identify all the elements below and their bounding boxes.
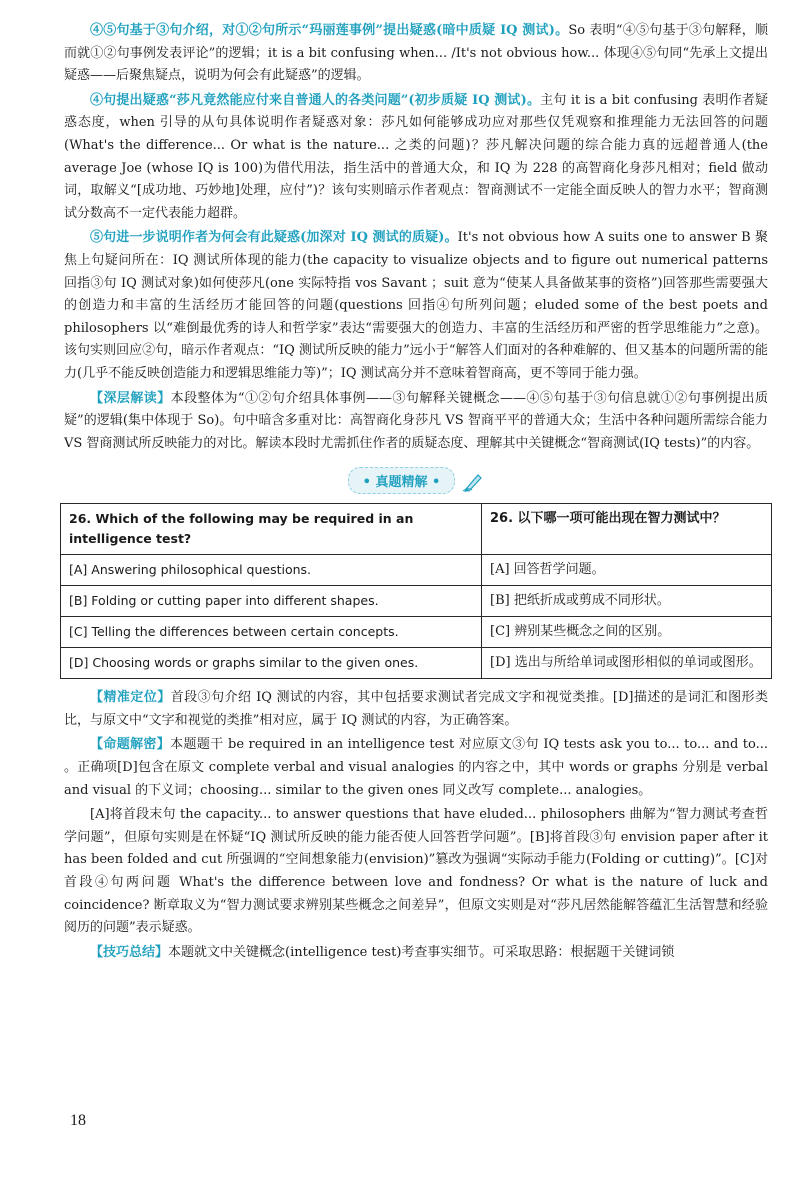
option-c-en: [C] Telling the differences between certain concepts. (61, 617, 482, 648)
skill-summary-tag: 【技巧总结】 (90, 944, 169, 960)
page-content (64, 20, 768, 966)
option-d-en: [D] Choosing words or graphs similar to the given ones. (61, 648, 482, 679)
question-table (60, 503, 772, 679)
analysis-4 (64, 942, 768, 965)
deep-reading-tag: 【深层解读】 (90, 390, 171, 406)
paragraph-2-highlight: ④句提出疑惑“莎凡竟然能应付来自普通人的各类问题”(初步质疑 IQ 测试)。 (90, 92, 541, 108)
analysis-2-text: 本题题干 be required in an intelligence test 对应原文③句 IQ tests ask you to... to... and to... 。正确项[D]包含在原文 complete verbal and visual analogies 的内容之中，其中 words or graphs 分别是 verbal and visual 的下义词；choosing... similar to the given ones 同义改写 complete... analogies。 (64, 737, 768, 798)
analysis-4-text: 本题就文中关键概念(intelligence test)考查事实细节。可采取思路：根据题干关键词锁 (168, 944, 675, 960)
paragraph-3-text: It's not obvious how A suits one to answer B 聚焦上句疑问所在：IQ 测试所体现的能力(the capacity to visualize objects and to figure out numerical patterns 回指③句 IQ 测试对象)如何使莎凡(one 实际特指 vos Savant ；suit 意为“使某人具备做某事的资格”)回答那些需要强大的创造力和丰富的生活经历才能回答的问题(questions 回指④句所列问题；eluded some of the best poets and philosophers 以“难倒最优秀的诗人和哲学家”表达“需要强大的创造力、丰富的生活经历和严密的哲学思维能力”之意)。该句实则回应②句，暗示作者观点：“IQ 测试所反映的能力”远小于“解答人们面对的各种难解的、但又基本的问题所需的能力(几乎不能反映创造能力和逻辑思维能力等)”；IQ 测试高分并不意味着智商高，更不等同于能力强。 (64, 230, 768, 381)
analysis-section (64, 687, 768, 964)
paragraph-1 (64, 20, 768, 88)
analysis-1 (64, 687, 768, 732)
precise-location-tag: 【精准定位】 (90, 690, 171, 706)
page-number: 18 (70, 1112, 86, 1129)
paragraph-4-text: 本段整体为“①②句介绍具体事例——③句解释关键概念——④⑤句基于③句信息就①②句事例提出质疑”的逻辑(集中体现于 So)。句中暗含多重对比：高智商化身莎凡 VS 智商平平的普通大众；生活中各种问题所需综合能力 VS 智商测试所反映能力的对比。解读本段时尤需抓住作者的质疑态度、理解其中关键概念“智商测试(IQ tests)”的内容。 (64, 390, 768, 451)
paragraph-2 (64, 90, 768, 226)
paragraph-1-text: So 表明“④⑤句基于③句解释，顺而就①②句事例发表评论”的逻辑；it is a bit confusing when... /It's not obvious how... 体现④⑤句同“先承上文提出疑惑——后聚焦疑点，说明为何会有此疑惑”的逻辑。 (64, 23, 768, 84)
option-a-zh: [A] 回答哲学问题。 (482, 555, 772, 586)
option-row-a (61, 555, 772, 586)
paragraph-2-text: 主句 it is a bit confusing 表明作者疑惑态度，when 引导的从句具体说明作者疑惑对象：莎凡如何能够成功应对那些仅凭观察和推理能力无法回答的问题(What's the difference... Or what is the nature... 之类的问题)？莎凡解决问题的综合能力真的远超普通人(the average Joe (whose IQ is 100)为借代用法，指生活中的普通大众，和 IQ 为 228 的高智商化身莎凡相对；field 做动词，取解义“[成功地、巧妙地]处理，应付”)？该句实则暗示作者观点：智商测试不一定能全面反映人的智力水平；智商测试分数高不一定代表能力超群。 (64, 92, 768, 221)
paragraph-1-highlight: ④⑤句基于③句介绍，对①②句所示“玛丽莲事例”提出疑惑(暗中质疑 IQ 测试)。 (90, 23, 569, 38)
question-zh: 26. 以下哪一项可能出现在智力测试中？ (482, 504, 772, 555)
option-b-en: [B] Folding or cutting paper into different shapes. (61, 586, 482, 617)
question-header-row (61, 504, 772, 555)
option-row-d (61, 648, 772, 679)
option-row-b (61, 586, 772, 617)
analysis-1-text: 首段③句介绍 IQ 测试的内容，其中包括要求测试者完成文字和视觉类推。[D]描述的是词汇和图形类比，与原文中“文字和视觉的类推”相对应，属于 IQ 测试的内容，为正确答案。 (64, 690, 768, 728)
section-banner-label: • 真题精解 • (348, 467, 456, 494)
option-b-zh: [B] 把纸折成或剪成不同形状。 (482, 586, 772, 617)
paragraph-4 (64, 388, 768, 456)
option-c-zh: [C] 辨别某些概念之间的区别。 (482, 617, 772, 648)
section-banner (64, 467, 768, 493)
paragraph-3 (64, 227, 768, 385)
option-row-c (61, 617, 772, 648)
question-decode-tag: 【命题解密】 (90, 737, 171, 753)
option-a-en: [A] Answering philosophical questions. (61, 555, 482, 586)
paragraph-3-highlight: ⑤句进一步说明作者为何会有此疑惑(加深对 IQ 测试的质疑)。 (90, 230, 458, 246)
option-d-zh: [D] 选出与所给单词或图形相似的单词或图形。 (482, 648, 772, 679)
analysis-2 (64, 734, 768, 802)
pen-icon (462, 471, 484, 493)
question-en: 26. Which of the following may be required in an intelligence test? (61, 504, 482, 555)
analysis-3 (64, 804, 768, 940)
analysis-3-text: [A]将首段末句 the capacity... to answer questions that have eluded... philosophers 曲解为“智力测试考查哲学问题”，但原句实则是在怀疑“IQ 测试所反映的能力能否使人回答哲学问题”。[B]将首段③句 envision paper after it has been folded and cut 所强调的“空间想象能力(envision)”篡改为强调“实际动手能力(Folding or cutting)”。[C]对首段④句两问题 What's the difference between love and fondness? Or what is the nature of luck and coincidence? 断章取义为“智力测试要求辨别某些概念之间差异”，但原文实则是对“莎凡居然能解答蕴汇生活智慧和经验阅历的问题”表示疑惑。 (64, 807, 768, 936)
